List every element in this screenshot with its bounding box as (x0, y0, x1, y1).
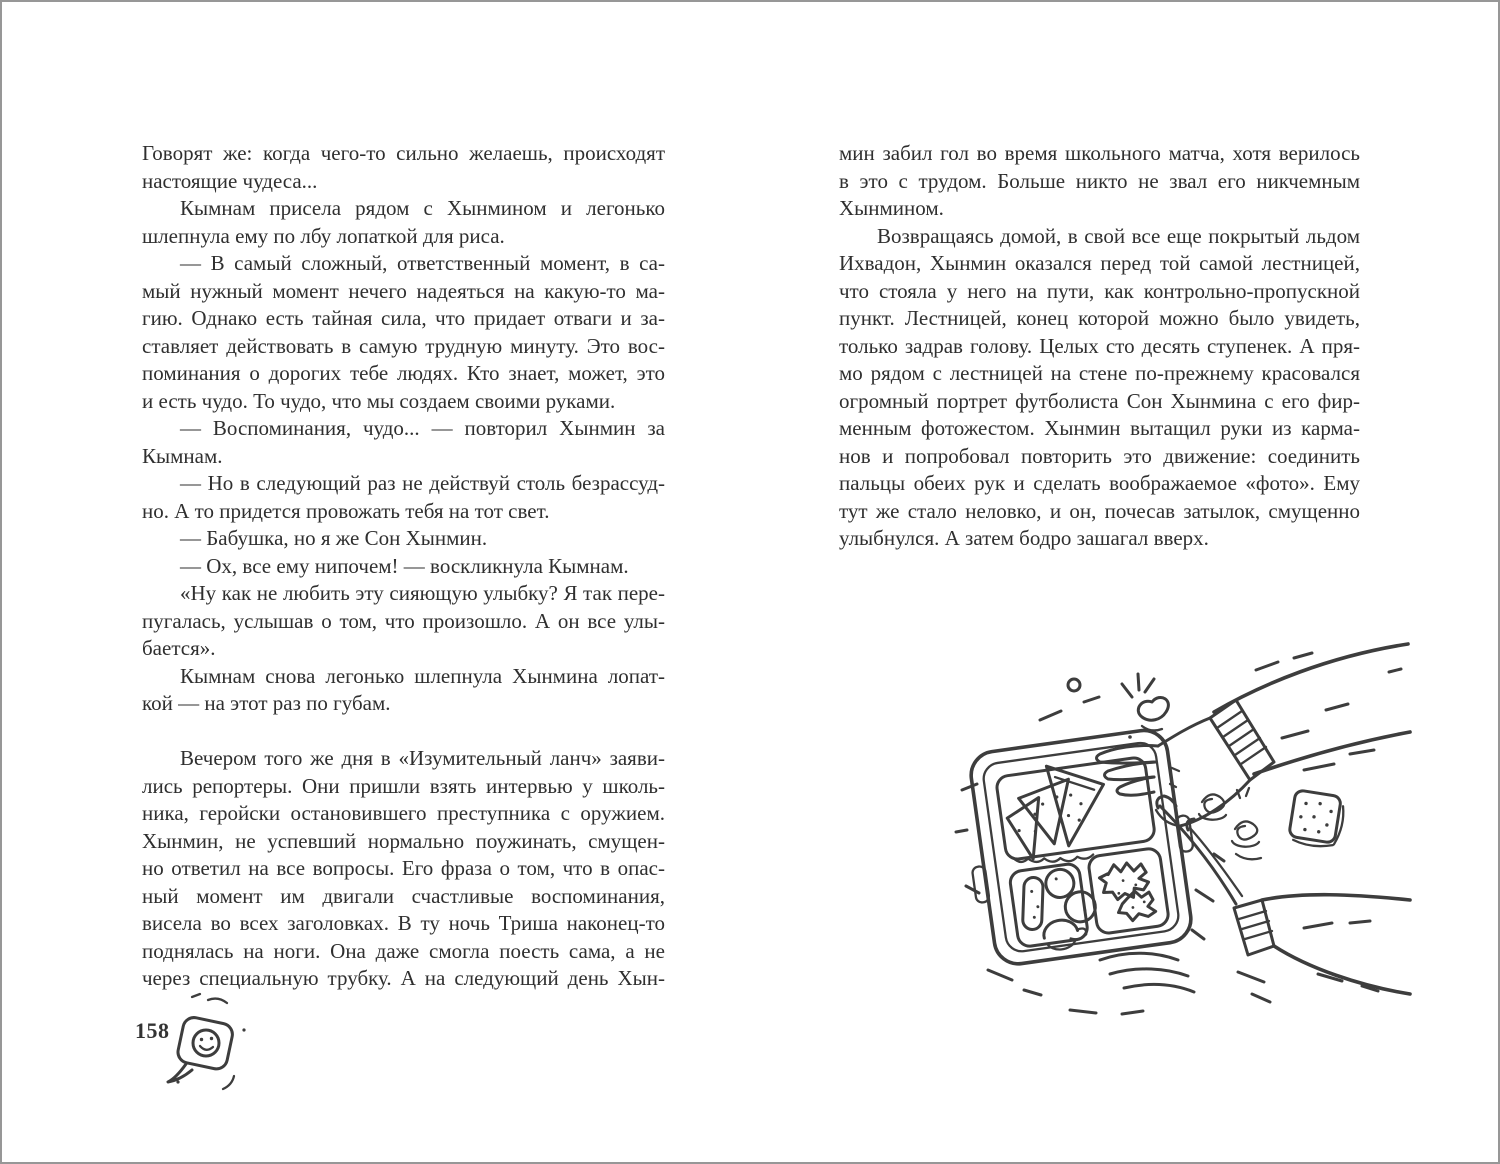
text-line: но. А то придется провожать тебя на тот свет. (142, 498, 550, 523)
text-line: Возвращаясь домой, в свой все еще покрытый льдом (877, 223, 1360, 248)
text-line: — Бабушка, но я же Сон Хынмин. (180, 526, 488, 550)
text-line: менным фотожестом. Хынмин вытащил руки из карма- (839, 416, 1360, 440)
right-page-text-column (839, 140, 1360, 553)
paragraph (142, 553, 665, 581)
page-number: 158 (135, 1018, 170, 1043)
text-line: поминания о дорогих тебе людях. Кто знает, может, это (142, 361, 665, 385)
text-line: Хынмин, не успевший нормально поужинать, смущен- (142, 828, 665, 853)
dot-doodle (1068, 679, 1080, 691)
smiley-face-icon (193, 1030, 219, 1056)
smiley-speech-bubble-doodle-icon (158, 990, 250, 1094)
text-line: и есть чудо. То чудо, что мы создаем своими руками. (142, 388, 616, 413)
paragraph (839, 140, 1360, 223)
text-line: пальцы обеих рук и сделать воображаемое «фото». Ему (839, 471, 1360, 495)
text-line: ника, геройски остановившего преступника с оружием. (142, 801, 665, 825)
text-line: — Ох, все ему нипочем! — воскликнула Кымнам. (180, 553, 629, 578)
text-line: бается». (142, 636, 216, 660)
text-line: настоящие чудеса... (142, 168, 318, 193)
text-line: Кымнам снова легонько шлепнула Хынмина лопат- (180, 663, 665, 688)
paragraph (839, 223, 1360, 553)
text-line: ный момент им двигали счастливые воспоминания, (142, 883, 665, 908)
text-line: Вечером того же дня в «Изумительный ланч» заяви- (180, 746, 665, 770)
text-line: — Но в следующий раз не действуй столь безрассуд- (180, 471, 665, 495)
reaching-hand-top (1097, 644, 1411, 826)
text-line: что стояла у него на пути, как контрольно-пропускной (839, 278, 1360, 303)
text-line: лись репортеры. Они пришли взять интервью у школь- (142, 773, 665, 798)
text-line: — Воспоминания, чудо... — повторил Хынмин за (180, 416, 665, 440)
text-line: нов и попробовал повторить это движение: соединить (839, 443, 1360, 468)
text-line: только задрав голову. Целых сто десять ступенек. А пря- (839, 333, 1360, 358)
lunchbox (956, 726, 1206, 969)
left-page-text-column (142, 140, 665, 993)
text-line: пугалась, услышав о том, что произошло. А он все улы- (142, 608, 665, 633)
ribbed-cuff-top (1210, 700, 1274, 780)
text-line: мо рядом с лестницей на стене по-прежнему красовался (839, 361, 1360, 385)
reaching-hand-bottom (1157, 796, 1410, 994)
text-line: Кымнам присела рядом с Хынмином и легонько (180, 196, 665, 220)
snack-compartment (1087, 847, 1169, 934)
paragraph (142, 663, 665, 718)
paragraph (142, 745, 665, 993)
paragraph (142, 250, 665, 415)
text-line: мин забил гол во время школьного матча, хотя верилось (839, 141, 1360, 165)
text-line: шлепнула ему по лбу лопаткой для риса. (142, 223, 505, 248)
motion-dashes (1100, 953, 1270, 1002)
text-line: «Ну как не любить эту сияющую улыбку? Я так пере- (180, 581, 665, 605)
text-line: Кымнам. (142, 443, 223, 468)
text-line: в это с трудом. Больше никто не звал его никчемным (839, 168, 1360, 193)
crumbled-snack (1098, 860, 1157, 925)
paragraph (142, 140, 665, 195)
text-line: Хынмином. (839, 196, 944, 220)
paragraph (142, 470, 665, 525)
text-line: висела во всех заголовках. В ту ночь Триша наконец-то (142, 911, 665, 935)
text-line: Говорят же: когда чего-то сильно желаешь, происходят (142, 141, 665, 165)
paragraph (142, 580, 665, 663)
text-line: улыбнулся. А затем бодро зашагал вверх. (839, 526, 1209, 550)
paragraph (142, 195, 665, 250)
text-line: но ответил на все вопросы. Его фраза о том, что в опас- (142, 856, 665, 880)
ribbed-cuff-bottom (1234, 900, 1274, 955)
paragraph (142, 415, 665, 470)
text-line: мый нужный момент нечего надеяться на какую-то ма- (142, 278, 665, 303)
lunchbox-illustration (952, 642, 1412, 1052)
paragraph (142, 525, 665, 553)
text-line: Ихвадон, Хынмин оказался перед той самой лестницей, (839, 251, 1360, 275)
text-line: ставляет действовать в самую трудную минуту. Это вос- (142, 333, 665, 358)
text-line: огромный портрет футболиста Сон Хынмина с его фир- (839, 388, 1360, 413)
text-line: через специальную трубку. А на следующий день Хын- (142, 966, 665, 990)
sparkle-icon (1122, 674, 1154, 697)
text-line: тут же стало неловко, и он, почесав затылок, смущенно (839, 498, 1360, 523)
text-line: пункт. Лестницей, конец которой можно было увидеть, (839, 306, 1360, 330)
text-line: гию. Однако есть тайная сила, что придает отваги и за- (142, 306, 665, 330)
text-line: кой — на этот раз по губам. (142, 691, 391, 715)
cracker (1288, 790, 1347, 850)
text-line: — В самый сложный, ответственный момент, в са- (180, 251, 665, 275)
text-line: поднялась на ноги. Она даже смогла поесть сама, а не (142, 938, 665, 963)
